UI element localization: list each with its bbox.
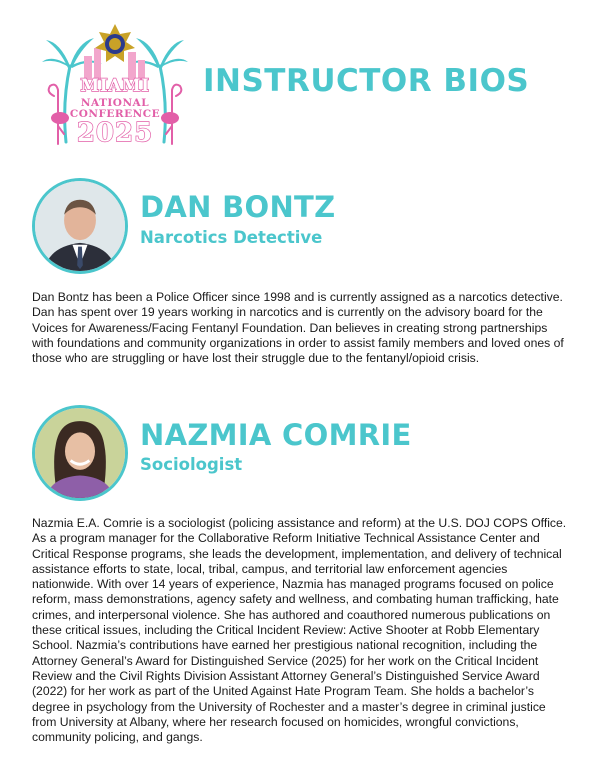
instructor-photo — [32, 178, 128, 274]
man-portrait-icon — [35, 181, 125, 271]
instructor-photo — [32, 405, 128, 501]
instructor-role: Sociologist — [140, 455, 243, 474]
logo-event-text: NATIONAL CONFERENCE — [69, 97, 161, 120]
conference-logo — [40, 22, 190, 150]
instructor-bio: Nazmia E.A. Comrie is a sociologist (policing assistance and reform) at the U.S. DOJ COPS Office. As a program manager for the Collaborative Reform Initiative Technical Assistance Center and Critical Response programs, she leads the development, implementation, and delivery of technical assistance efforts to state, local, tribal, campus, and territorial law enforcement agencies nationwide. With over 14 years of experience, Nazmia has managed programs focused on police reform, mass demonstrations, agency safety and wellness, and combating human trafficking, hate crimes, and interpersonal violence. She has authored and coauthored numerous publications on these critical issues, including the Critical Incident Review: Active Shooter at Robb Elementary School. Nazmia’s contributions have earned her prestigious national recognition, including the Attorney General’s Award for Distinguished Service (2025) for her work on the Critical Incident Review and the Civil Rights Division Assistant Attorney General’s Distinguished Service Award (2022) for her work as part of the United Against Hate Program Team. She holds a bachelor’s degree in psychology from the University of Rochester and a master’s degree in criminal justice from University at Albany, where her research focused on homicides, wrongful convictions, community policing, and gangs. — [32, 516, 567, 745]
instructor-role: Narcotics Detective — [140, 228, 323, 247]
instructor-bio: Dan Bontz has been a Police Officer since 1998 and is currently assigned as a narcotics detective. Dan has spent over 19 years working in narcotics and is currently on the advisory board for the Voices for Awareness/Facing Fentanyl Foundation. Dan believes in creating strong partnerships with foundations and community organizations in order to assist family members and loved ones of those who are struggling or have lost their struggle due to the fentanyl/opioid crisis. — [32, 290, 564, 366]
logo-year-text: 2025 — [76, 118, 154, 148]
logo-city-text: MIAMI — [80, 76, 150, 96]
page-title: INSTRUCTOR BIOS — [203, 63, 530, 99]
instructor-name: NAZMIA COMRIE — [140, 418, 412, 452]
instructor-name: DAN BONTZ — [140, 190, 336, 224]
woman-portrait-icon — [35, 408, 125, 498]
